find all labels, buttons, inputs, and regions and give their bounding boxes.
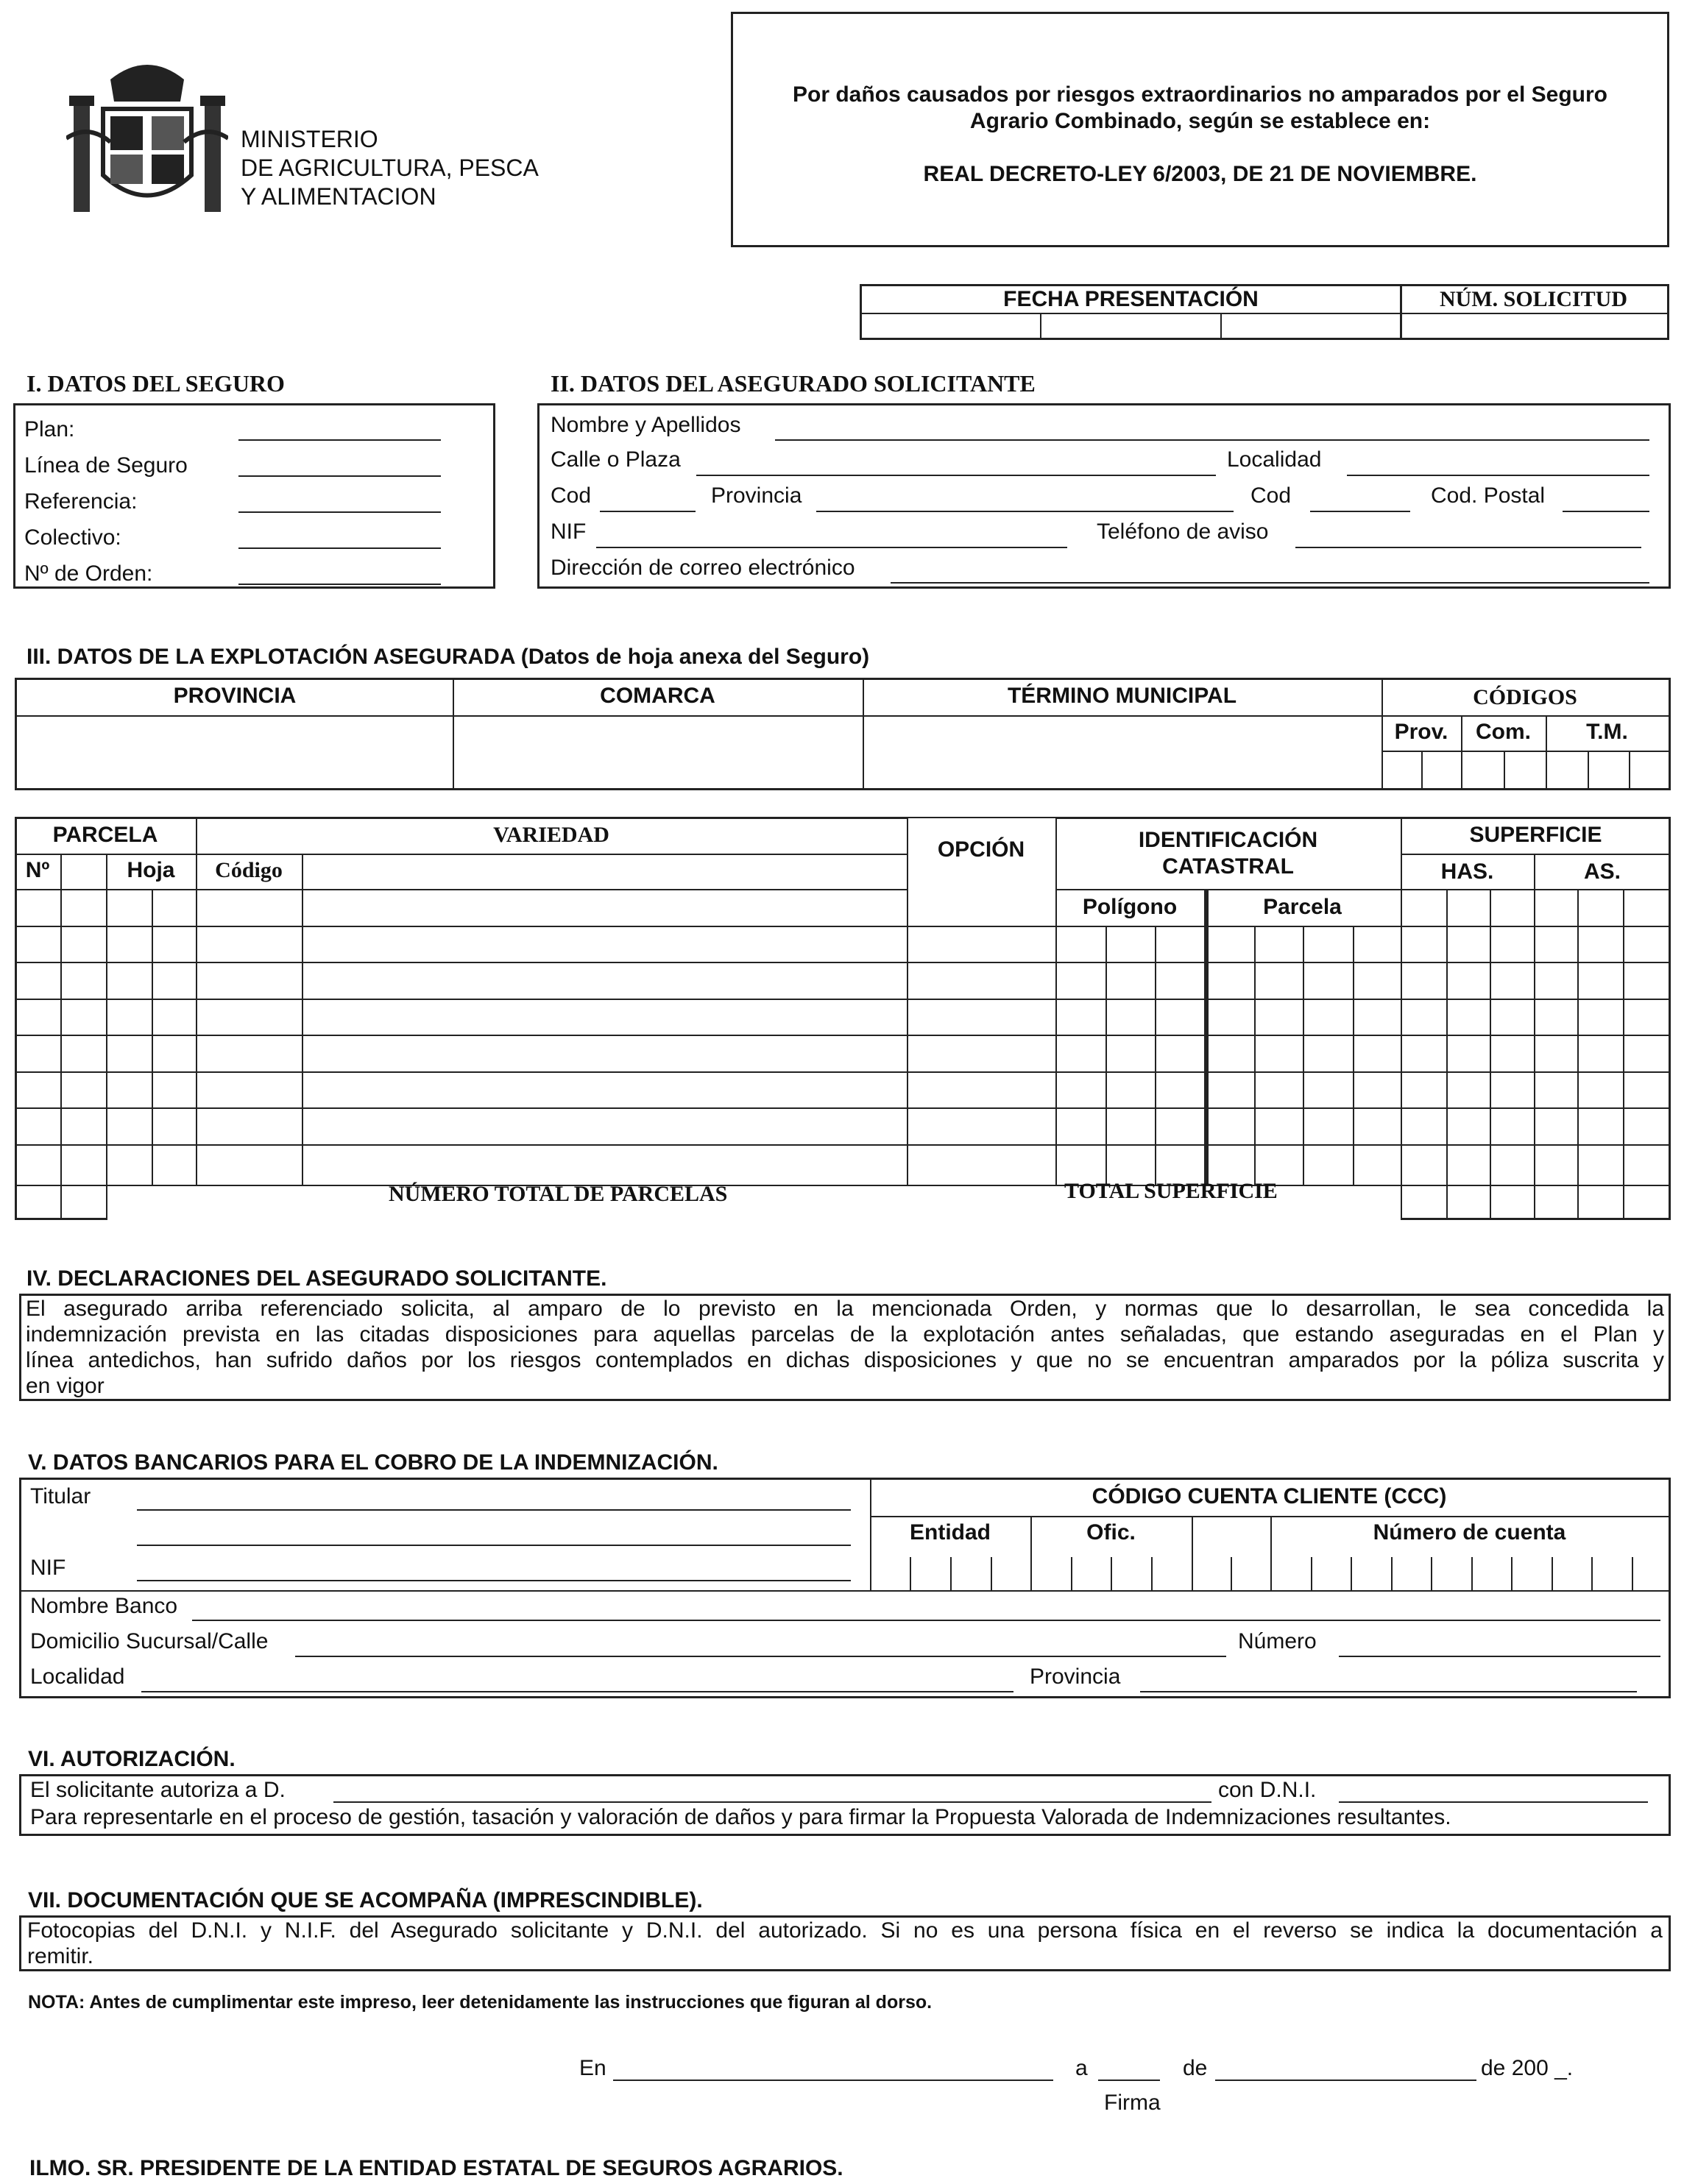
nombre-banco-field[interactable] (192, 1620, 1660, 1621)
provincia-header: PROVINCIA (173, 684, 297, 708)
colectivo-field[interactable] (238, 547, 441, 549)
nota-text: NOTA: Antes de cumplimentar este impreso, leer detenidamente las instrucciones que figuran al dorso. (28, 1992, 933, 2013)
num-solicitud-label: NÚM. SOLICITUD (1439, 287, 1628, 311)
documentacion-box (19, 1915, 1671, 1971)
catastral-header: CATASTRAL (1162, 854, 1294, 879)
declaraciones-box (19, 1294, 1671, 1401)
numero-cuenta-header: Número de cuenta (1373, 1520, 1566, 1545)
hoja-header: Hoja (127, 858, 175, 882)
domicilio-label: Domicilio Sucursal/Calle (30, 1629, 269, 1653)
en-label: En (579, 2056, 606, 2080)
autorizacion-box (19, 1774, 1671, 1836)
codigo-header: Código (215, 858, 283, 882)
catastral-parcela-header: Parcela (1263, 895, 1342, 919)
nombre-label: Nombre y Apellidos (551, 413, 741, 437)
bank-localidad-label: Localidad (30, 1664, 125, 1689)
nif-field[interactable] (596, 547, 1067, 548)
coat-of-arms-logo (66, 57, 228, 219)
cod-postal-label: Cod. Postal (1431, 483, 1546, 508)
declaracion-line-1: El asegurado arriba referenciado solicita, al amparo de lo previsto en la mencionada Orden, y normas que lo desarrollan, le sea concedida la (26, 1297, 1664, 1321)
titular-label: Titular (30, 1484, 91, 1508)
num-orden-field[interactable] (238, 584, 441, 585)
notice-line-2: Agrario Combinado, según se establece en: (969, 109, 1431, 133)
telefono-label: Teléfono de aviso (1097, 520, 1269, 544)
cod-2-field[interactable] (1310, 511, 1410, 512)
nif-label: NIF (551, 520, 587, 544)
datos-asegurado-box (537, 403, 1671, 589)
con-dni-label: con D.N.I. (1218, 1778, 1317, 1802)
notice-line-1: Por daños causados por riesgos extraordinarios no amparados por el Seguro (793, 82, 1607, 107)
ministry-line-3: Y ALIMENTACION (241, 183, 436, 210)
email-label: Dirección de correo electrónico (551, 556, 855, 580)
bank-provincia-field[interactable] (1140, 1691, 1637, 1692)
has-header: HAS. (1440, 859, 1494, 884)
ccc-header: CÓDIGO CUENTA CLIENTE (CCC) (1092, 1484, 1447, 1508)
section-7-title: VII. DOCUMENTACIÓN QUE SE ACOMPAÑA (IMPRESCINDIBLE). (28, 1888, 703, 1912)
documentacion-line-1: Fotocopias del D.N.I. y N.I.F. del Asegurado solicitante y D.N.I. del autorizado. Si no es una persona física en el reverso se indica la documentación a (27, 1918, 1663, 1943)
notice-decree: REAL DECRETO-LEY 6/2003, DE 21 DE NOVIEMBRE. (923, 162, 1477, 186)
num-solicitud-cell[interactable] (1402, 314, 1667, 339)
fecha-month-cell[interactable] (1041, 314, 1220, 339)
calle-field[interactable] (696, 475, 1216, 476)
nombre-field[interactable] (775, 439, 1649, 441)
calle-label: Calle o Plaza (551, 447, 681, 472)
de-label: de (1183, 2056, 1208, 2080)
datos-bancarios-box (19, 1478, 1671, 1698)
localidad-label: Localidad (1227, 447, 1322, 472)
no-header: Nº (25, 858, 50, 882)
autorizado-name-field[interactable] (333, 1801, 1211, 1803)
linea-seguro-label: Línea de Seguro (24, 453, 188, 478)
parcela-header: PARCELA (52, 823, 158, 847)
as-header: AS. (1583, 859, 1621, 884)
autorizacion-text: Para representarle en el proceso de gestión, tasación y valoración de daños y para firmar la Propuesta Valorada de Indemnizaciones resultantes. (30, 1805, 1451, 1829)
fecha-presentacion-label: FECHA PRESENTACIÓN (1003, 287, 1259, 311)
declaracion-line-3: línea antedichos, han sufrido daños por los riesgos contemplados en dichas disposiciones y que no se encuentran amparados por la póliza suscrita y (26, 1348, 1664, 1372)
declaracion-line-4: en vigor (26, 1374, 105, 1398)
ministry-line-2: DE AGRICULTURA, PESCA (241, 155, 539, 181)
footer-addressee: ILMO. SR. PRESIDENTE DE LA ENTIDAD ESTATAL DE SEGUROS AGRARIOS. (29, 2156, 843, 2180)
plan-label: Plan: (24, 417, 75, 442)
domicilio-field[interactable] (295, 1656, 1226, 1657)
section-5-title: V. DATOS BANCARIOS PARA EL COBRO DE LA INDEMNIZACIÓN. (28, 1450, 718, 1475)
comarca-cell[interactable] (454, 717, 861, 788)
opcion-header: OPCIÓN (937, 837, 1025, 862)
total-parcelas-label: NÚMERO TOTAL DE PARCELAS (389, 1182, 728, 1206)
parcelas-table (15, 817, 1671, 1218)
titular-field-1[interactable] (137, 1509, 851, 1511)
telefono-field[interactable] (1295, 547, 1641, 548)
poligono-header: Polígono (1082, 895, 1178, 919)
bank-localidad-field[interactable] (141, 1691, 1013, 1692)
numero-field[interactable] (1339, 1656, 1660, 1657)
autorizado-dni-field[interactable] (1339, 1801, 1648, 1803)
plan-field[interactable] (238, 439, 441, 441)
tm-header: T.M. (1586, 720, 1628, 744)
section-2-title: II. DATOS DEL ASEGURADO SOLICITANTE (551, 370, 1036, 397)
numero-label: Número (1238, 1629, 1317, 1653)
linea-seguro-field[interactable] (238, 475, 441, 477)
section-6-title: VI. AUTORIZACIÓN. (28, 1747, 236, 1771)
cod-field[interactable] (600, 511, 696, 512)
anio-label: de 200 _. (1481, 2056, 1574, 2080)
entidad-header: Entidad (910, 1520, 991, 1545)
colectivo-label: Colectivo: (24, 525, 121, 550)
lugar-field[interactable] (613, 2080, 1053, 2081)
com-header: Com. (1476, 720, 1531, 744)
mes-field[interactable] (1215, 2080, 1476, 2081)
localidad-field[interactable] (1347, 475, 1649, 476)
num-orden-label: Nº de Orden: (24, 561, 153, 586)
cod-postal-field[interactable] (1563, 511, 1649, 512)
termino-header: TÉRMINO MUNICIPAL (1007, 684, 1237, 708)
autoriza-label: El solicitante autoriza a D. (30, 1778, 286, 1802)
declaracion-line-2: indemnización prevista en las citadas disposiciones para aquellas parcelas de la explotación antes señaladas, que estando aseguradas en el Plan y (26, 1322, 1664, 1347)
fecha-day-cell[interactable] (862, 314, 1040, 339)
ofic-header: Ofic. (1086, 1520, 1136, 1545)
codigos-header: CÓDIGOS (1473, 685, 1577, 709)
dia-field[interactable] (1098, 2080, 1160, 2081)
ministry-line-1: MINISTERIO (241, 126, 378, 152)
total-superficie-label: TOTAL SUPERFICIE (1064, 1179, 1278, 1203)
provincia-label: Provincia (711, 483, 802, 508)
section-4-title: IV. DECLARACIONES DEL ASEGURADO SOLICITANTE. (26, 1266, 607, 1291)
variedad-header: VARIEDAD (493, 823, 609, 847)
bank-nif-field[interactable] (137, 1580, 851, 1581)
notice-box (731, 12, 1669, 247)
provincia-cell[interactable] (17, 717, 451, 788)
bank-provincia-label: Provincia (1030, 1664, 1121, 1689)
identificacion-header: IDENTIFICACIÓN (1138, 828, 1318, 852)
comarca-header: COMARCA (600, 684, 715, 708)
ministry-name (241, 125, 539, 211)
bank-nif-label: NIF (30, 1556, 66, 1580)
cod-2-label: Cod (1250, 483, 1292, 508)
prov-header: Prov. (1394, 720, 1448, 744)
nombre-banco-label: Nombre Banco (30, 1594, 178, 1618)
section-3-title: III. DATOS DE LA EXPLOTACIÓN ASEGURADA (Datos de hoja anexa del Seguro) (26, 645, 870, 669)
provincia-field[interactable] (816, 511, 1234, 512)
total-superficie-cell[interactable] (1402, 1186, 1669, 1216)
referencia-field[interactable] (238, 511, 441, 513)
explotacion-table (15, 678, 1671, 790)
referencia-label: Referencia: (24, 489, 138, 514)
cod-label: Cod (551, 483, 592, 508)
fecha-num-box (860, 284, 1669, 340)
total-parcelas-cell[interactable] (17, 1186, 105, 1216)
titular-field-2[interactable] (137, 1545, 851, 1546)
section-1-title: I. DATOS DEL SEGURO (26, 370, 285, 397)
a-label: a (1075, 2056, 1088, 2080)
documentacion-line-2: remitir. (27, 1944, 93, 1968)
datos-seguro-box (13, 403, 495, 589)
email-field[interactable] (891, 582, 1649, 584)
termino-cell[interactable] (864, 717, 1380, 788)
superficie-header: SUPERFICIE (1469, 823, 1602, 847)
firma-label: Firma (1104, 2091, 1161, 2115)
fecha-year-cell[interactable] (1222, 314, 1398, 339)
